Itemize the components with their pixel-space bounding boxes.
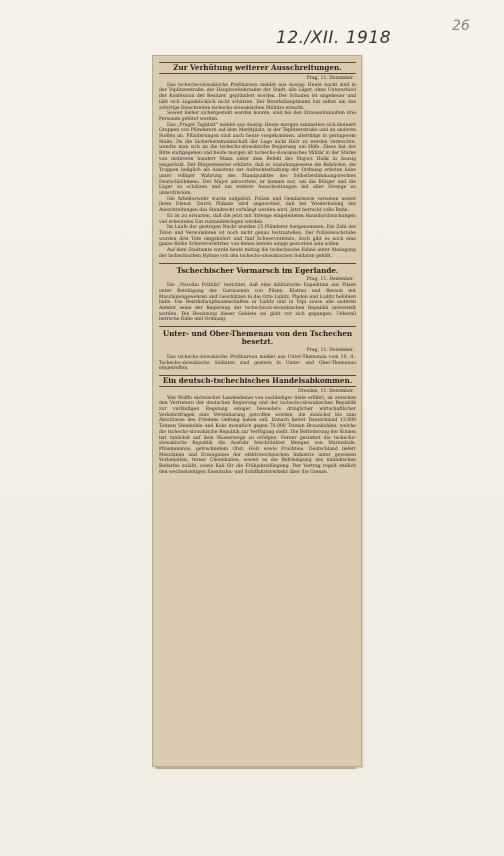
article-paragraph: Das tschecho-slowakische Preßbureau meldet aus Aussig: Heute nacht sind in der Teplitzerstraße, der Hauptverkehrsader der Stadt, alle Läger, ohne Unterschied der Konfession der Besitzer, geplündert worden. Der Schaden ist ungeheuer und läßt sich augenblicklich nicht schätzen. Der Bezirkshauptmann hat selbst um das sofortige Einschreiten tschecho-slowakischen Militärs ersucht. xyxy=(159,82,356,111)
clipping-edge xyxy=(156,766,356,769)
article-paragraph: Die Arbeiterwehr wurde aufgelöst. Polizei und Gendarmerie versehen weiter ihren Dienst. Durch Plakate wird angeordnet, daß bei Wiederholung der Ausschreitungen das Standrecht verhängt werden wird. Jetzt herrscht volle Ruhe. xyxy=(159,196,356,214)
article-paragraph: Das tschecho-slowakische Preßbureau meldet aus Unter-Themenau vom 10. d.: Tschecho-slowakische Soldaten sind gestern in Unter- und Ober-Themenau eingetroffen. xyxy=(159,354,356,372)
article-dateline: Prag, 11. Dezember. xyxy=(306,348,354,354)
article-headline: Unter- und Ober-Themenau von den Tschechen besetzt. xyxy=(162,329,353,347)
divider xyxy=(159,326,356,327)
article-paragraph: Wie Wolffs sächsischer Landesdienst von zuständiger Seite erfährt, ist zwischen den Vertretern der deutschen Regierung und der tschecho-slowakischen Republik zur vorläufigen Regelung einiger besonders dringlicher wirtschaftlicher Verkehrsfragen eine Vereinbarung getroffen worden, die zunächst bis zum Abschlusse des Friedens Geltung haben soll. Danach liefert Deutschland 15.000 Tonnen Steinkohle und Koks monatlich gegen 70.000 Tonnen Braunkohlen, welche die tschecho-slowakische Republik zur Verfügung stellt. Die Beförderung der Kohlen hat tunlichst auf dem Wasserwege zu erfolgen. Ferner gestattet die tschecho-slowakische Republik die Ausfuhr beschränkter Mengen von Marmelade, Pflaumenmus, getrocknetem Obst, Holz sowie Fruchteis. Deutschland liefert Maschinen und Erzeugnisse der elektrotechnischen Industrie unter gewissen Vorbehalten, ferner Chemikalien, soweit es die Befriedigung des inländischen Bedarfes zuläßt, sowie Kali für die Frühjahrsdüngung. Der Vertrag regelt endlich den wechselseitigen Eisenbahn- und Schiffahrtsverkehr über die Grenze. xyxy=(159,395,356,475)
divider xyxy=(159,263,356,264)
article-paragraph: Das „Prager Tagblatt“ meldet aus Aussig: Heute morgen sammelten sich kleinere Gruppen von Plünderern auf dem Marktplatz, in der Teplitzerstraße und an anderen Stellen an. Plünderungen sind auch heute vorgekommen, allerdings in geringerem Maße. Da die Sicherheitsmannschaft der Lage nicht Herr zu werden vermochte, wandte man sich an die tschecho-slowakische Regierung um Hilfe. Diese hat der Bitte stattgegeben und heute morgen ist tschecho-slowakisches Militär in der Stärke von mehreren hundert Mann unter dem Befehl des Majors Hulik in Aussig eingerückt. Der Bürgermeister erklärte, daß er, beziehungsweise die Behörden, die Truppen lediglich als Assistenz zur Aufrechterhaltung der Ordnung erbeten habe unter völliger Wahrung des Standpunktes des Selbstbestimmungsrechtes Deutschböhmens. Der Major antwortete, er komme nur, um die Bürger und die Läger zu schützen und um weitere Ausschreitungen mit aller Strenge zu unterdrücken. xyxy=(159,122,356,197)
handwritten-date: 12./XII. 1918 xyxy=(276,28,392,48)
article-dateline: Prag, 11. Dezember. xyxy=(306,276,354,282)
newspaper-clipping xyxy=(152,55,362,767)
article-paragraph: Im Laufe der gestrigen Nacht wurden 15 Plünderer festgenommen. Die Zahl der Toten und Verwundeten ist noch nicht genau festzustellen. Der Polizeiwachstube wurden drei Tote eingeliefert und fünf Schwerverletzte, doch gibt es noch eine ganze Reihe Schwerverletzter, von denen bereits einige gestorben sein sollen. xyxy=(159,225,356,248)
article-dateline: Dresden, 11. Dezember. xyxy=(298,388,354,394)
article-headline: Zur Verhütung weiterer Ausschreitungen. xyxy=(159,62,356,74)
article-dateline: Prag, 11. Dezember. xyxy=(306,76,354,81)
article-paragraph: Es ist zu erwarten, daß die jetzt mit Strenge eingeleiteten Hausdurchsuchungen viel erbeutetes Gut zustandebringen werden. xyxy=(159,213,356,225)
article-headline: Tschechischer Vormarsch im Egerlande. xyxy=(176,265,339,275)
article-paragraph: Auf dem Stadtamte wurde heute mittag die tschechische Fahne unter Absingung der tschechischen Hymne von den tschecho-slowakischen Soldaten gehißt. xyxy=(159,248,356,259)
article-headline: Ein deutsch-tschechisches Handelsabkommen. xyxy=(159,375,356,387)
article-paragraph: Soweit bisher sichergestellt werden konnte, sind bei den Strassentumulten drei Personen getötet worden. xyxy=(159,111,356,122)
clipping-text xyxy=(153,56,361,479)
article-paragraph: Die „Narodni Politika“ berichtet, daß eine militärische Expedition aus Pilsen unter Beteiligung der Garnisonen von Pilsen, Klattau und Beraun mit Maschinengewehren und Geschützen in die Orte Lubitz, Pladen und Luditz befohlen habe. Die Bezirkshauptmannschaften in Luditz und in Tepl sowie alle anderen Aemter seien der Regierung der tschechisch-slowakischen Republik unterstellt worden. Die Besatzung dieser Gebiete sei glatt vor sich gegangen. Ueberall herrsche Ruhe und Ordnung. xyxy=(159,283,356,323)
page-number: 26 xyxy=(452,18,470,34)
